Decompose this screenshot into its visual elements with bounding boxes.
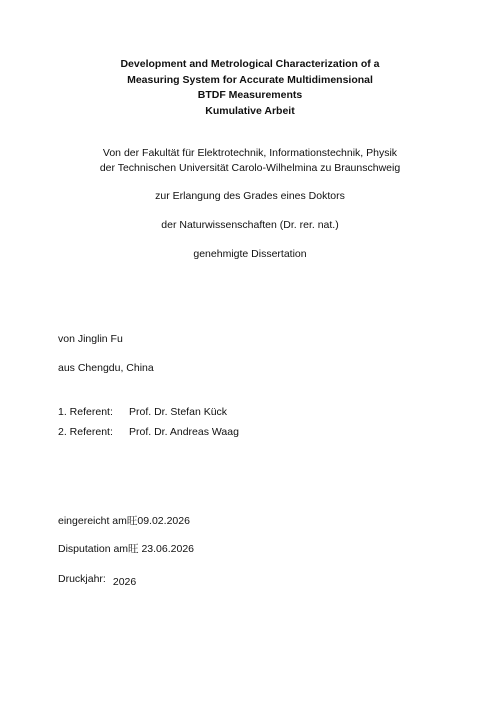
faculty-line-1: Von der Fakultät für Elektrotechnik, Informationstechnik, Physik [102, 147, 398, 159]
referee-row-2 [58, 425, 239, 440]
print-year-row [58, 572, 136, 587]
referee-role-2: 2. Referent: [58, 426, 113, 438]
referee-role-1: 1. Referent: [58, 406, 113, 418]
author-name: von Jinglin Fu [58, 333, 123, 345]
degree-line-1: zur Erlangung des Grades eines Doktors [155, 190, 345, 202]
referee-name-2: Prof. Dr. Andreas Waag [129, 426, 239, 438]
dissertation-title [0, 57, 500, 119]
faculty-line-2: der Technischen Universität Carolo-Wilhelmina zu Braunschweig [99, 162, 401, 174]
title-line-2: Measuring System for Accurate Multidimensional [127, 73, 373, 86]
print-year-label: Druckjahr: [58, 573, 106, 585]
referee-name-1: Prof. Dr. Stefan Kück [129, 406, 228, 418]
title-line-1: Development and Metrological Characterization of a [120, 58, 380, 70]
submission-label: eingereicht am [58, 515, 127, 527]
print-year: 2026 [112, 576, 137, 588]
disputation-date: 旺 23.06.2026 [128, 543, 195, 555]
submission-date-row [58, 514, 190, 529]
disputation-date-row [58, 542, 194, 557]
referee-row-1 [58, 405, 227, 420]
author-origin: aus Chengdu, China [58, 362, 154, 374]
submission-date: 旺09.02.2026 [126, 515, 190, 527]
title-line-4: Kumulative Arbeit [205, 104, 295, 117]
disputation-label: Disputation am [58, 543, 129, 555]
title-line-3: BTDF Measurements [197, 89, 303, 101]
degree-line-2: der Naturwissenschaften (Dr. rer. nat.) [161, 219, 339, 231]
approval-line: genehmigte Dissertation [193, 248, 307, 260]
